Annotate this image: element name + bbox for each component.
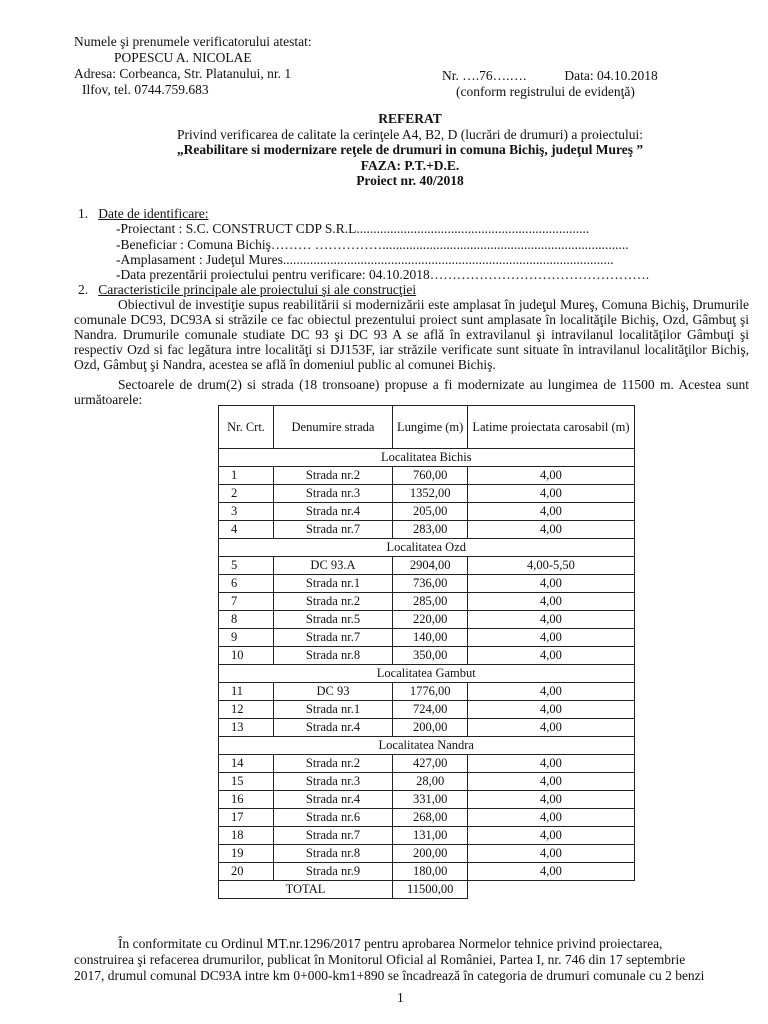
street-length: 200,00 bbox=[393, 845, 468, 863]
street-name: Strada nr.3 bbox=[274, 485, 393, 503]
footer-line: 2017, drumul comunal DC93A intre km 0+000-km1+890 se încadrează în categoria de drumuri comunale cu 2 benzi bbox=[74, 968, 705, 983]
table-header-row bbox=[219, 406, 635, 449]
title-block bbox=[60, 111, 760, 189]
table-row bbox=[219, 467, 635, 485]
locality-name: Localitatea Ozd bbox=[219, 539, 635, 557]
table-row bbox=[219, 719, 635, 737]
section-2-title: Caracteristicile principale ale proiectului şi ale construcţiei bbox=[98, 282, 417, 297]
street-length: 331,00 bbox=[393, 791, 468, 809]
locality-name: Localitatea Bichis bbox=[219, 449, 635, 467]
document-title: REFERAT bbox=[378, 111, 442, 126]
table-row bbox=[219, 575, 635, 593]
identification-item: -Data prezentării proiectului pentru verificare: 04.10.2018…………………………………………. bbox=[116, 267, 650, 282]
street-name: Strada nr.7 bbox=[274, 629, 393, 647]
footer-paragraph bbox=[74, 936, 749, 984]
street-width: 4,00 bbox=[468, 647, 634, 665]
project-phase: FAZA: P.T.+D.E. bbox=[360, 157, 460, 173]
locality-name: Localitatea Nandra bbox=[219, 737, 635, 755]
footer-line: construirea şi refacerea drumurilor, publicat în Monitorul Oficial al României, Partea I, nr. 746 din 17 septembrie bbox=[74, 952, 686, 967]
street-length: 220,00 bbox=[393, 611, 468, 629]
street-length: 1352,00 bbox=[393, 485, 468, 503]
row-number: 11 bbox=[219, 683, 274, 701]
street-name: Strada nr.7 bbox=[274, 521, 393, 539]
paragraph-text: Sectoarele de drum(2) si strada (18 tronsoane) propuse a fi modernizate au lungimea de 11500 m. Acestea sunt următoarele: bbox=[74, 377, 749, 407]
header-width: Latime proiectata carosabil (m) bbox=[468, 406, 634, 449]
table-row bbox=[219, 557, 635, 575]
table-row bbox=[219, 647, 635, 665]
header-nr: Nr. Crt. bbox=[219, 406, 274, 449]
table-row bbox=[219, 629, 635, 647]
paragraph-text: Obiectivul de investiţie supus reabilitării si modernizării este amplasat în judeţul Mureş, Comuna Bichiş, Drumurile comunale DC93, DC93A si străzile ce fac obiectul prezentului proiect sunt amplasate în localităţile Bichiş, Ozd, Gâmbuţ şi Nandra. Drumurile comunale studiate DC 93 şi DC 93 A se află în extravilanul şi intravilanul localităţilor Gâmbuţi şi respectiv Ozd si fac legătura intre localităţi si DJ153F, iar străzile verificate sunt situate în intravilanul localităţilor Bichiş, Ozd, Gâmbuţ şi Nandra, acestea se află în domeniul public al comunei Bichiş. bbox=[74, 297, 749, 372]
street-name: Strada nr.2 bbox=[274, 755, 393, 773]
street-width: 4,00 bbox=[468, 521, 634, 539]
table-group-row bbox=[219, 449, 635, 467]
identification-item: -Beneficiar : Comuna Bichiş……… ……………......................................................................... bbox=[116, 237, 629, 252]
table-row bbox=[219, 503, 635, 521]
row-number: 16 bbox=[219, 791, 274, 809]
street-name: Strada nr.1 bbox=[274, 701, 393, 719]
street-name: Strada nr.6 bbox=[274, 809, 393, 827]
table-row bbox=[219, 593, 635, 611]
row-number: 7 bbox=[219, 593, 274, 611]
row-number: 5 bbox=[219, 557, 274, 575]
street-length: 736,00 bbox=[393, 575, 468, 593]
street-length: 28,00 bbox=[393, 773, 468, 791]
total-value: 11500,00 bbox=[393, 881, 468, 899]
street-length: 200,00 bbox=[393, 719, 468, 737]
locality-name: Localitatea Gambut bbox=[219, 665, 635, 683]
row-number: 8 bbox=[219, 611, 274, 629]
street-length: 268,00 bbox=[393, 809, 468, 827]
street-length: 2904,00 bbox=[393, 557, 468, 575]
registry-block bbox=[442, 68, 658, 100]
street-name: Strada nr.9 bbox=[274, 863, 393, 881]
table-row bbox=[219, 791, 635, 809]
street-name: DC 93 bbox=[274, 683, 393, 701]
row-number: 20 bbox=[219, 863, 274, 881]
table-group-row bbox=[219, 665, 635, 683]
table-row bbox=[219, 521, 635, 539]
registry-date: Data: 04.10.2018 bbox=[564, 68, 658, 83]
table-row bbox=[219, 755, 635, 773]
street-name: Strada nr.1 bbox=[274, 575, 393, 593]
identification-item: -Amplasament : Judeţul Mures.................................................................................................. bbox=[116, 252, 614, 267]
street-name: Strada nr.8 bbox=[274, 647, 393, 665]
roads-table-body bbox=[219, 449, 635, 899]
project-name: „Reabilitare si modernizare reţele de drumuri in comuna Bichiş, judeţul Mureş ” bbox=[176, 142, 644, 157]
verifier-name: POPESCU A. NICOLAE bbox=[114, 50, 252, 65]
street-width: 4,00 bbox=[468, 683, 634, 701]
row-number: 3 bbox=[219, 503, 274, 521]
street-width: 4,00 bbox=[468, 755, 634, 773]
street-width: 4,00 bbox=[468, 863, 634, 881]
street-width: 4,00 bbox=[468, 845, 634, 863]
street-width: 4,00 bbox=[468, 575, 634, 593]
row-number: 9 bbox=[219, 629, 274, 647]
street-width: 4,00 bbox=[468, 629, 634, 647]
section-2-paragraph-1 bbox=[74, 297, 749, 372]
street-name: Strada nr.5 bbox=[274, 611, 393, 629]
table-row bbox=[219, 863, 635, 881]
section-1-heading bbox=[78, 206, 208, 222]
street-width: 4,00 bbox=[468, 827, 634, 845]
row-number: 2 bbox=[219, 485, 274, 503]
street-length: 1776,00 bbox=[393, 683, 468, 701]
street-width: 4,00 bbox=[468, 701, 634, 719]
street-length: 350,00 bbox=[393, 647, 468, 665]
street-width: 4,00 bbox=[468, 485, 634, 503]
row-number: 12 bbox=[219, 701, 274, 719]
registry-number: Nr. ….76….…. bbox=[442, 68, 527, 83]
street-length: 131,00 bbox=[393, 827, 468, 845]
table-row bbox=[219, 773, 635, 791]
street-name: Strada nr.2 bbox=[274, 593, 393, 611]
street-length: 285,00 bbox=[393, 593, 468, 611]
table-row bbox=[219, 611, 635, 629]
row-number: 19 bbox=[219, 845, 274, 863]
section-1-title: Date de identificare: bbox=[98, 206, 209, 221]
street-width: 4,00 bbox=[468, 503, 634, 521]
row-number: 1 bbox=[219, 467, 274, 485]
roads-table bbox=[218, 405, 635, 899]
street-width: 4,00 bbox=[468, 773, 634, 791]
header-length: Lungime (m) bbox=[393, 406, 468, 449]
street-width: 4,00-5,50 bbox=[468, 557, 634, 575]
street-length: 283,00 bbox=[393, 521, 468, 539]
registry-note: (conform registrului de evidenţă) bbox=[456, 84, 635, 99]
street-name: Strada nr.2 bbox=[274, 467, 393, 485]
table-row bbox=[219, 701, 635, 719]
street-name: Strada nr.8 bbox=[274, 845, 393, 863]
street-length: 205,00 bbox=[393, 503, 468, 521]
table-row bbox=[219, 485, 635, 503]
title-line-1: Privind verificarea de calitate la cerinţele A4, B2, D (lucrări de drumuri) a proiectului: bbox=[177, 126, 643, 142]
street-name: DC 93.A bbox=[274, 557, 393, 575]
row-number: 6 bbox=[219, 575, 274, 593]
section-2-heading bbox=[78, 282, 416, 298]
row-number: 18 bbox=[219, 827, 274, 845]
street-length: 180,00 bbox=[393, 863, 468, 881]
street-length: 140,00 bbox=[393, 629, 468, 647]
total-label: TOTAL bbox=[219, 881, 393, 899]
row-number: 15 bbox=[219, 773, 274, 791]
street-width: 4,00 bbox=[468, 611, 634, 629]
row-number: 14 bbox=[219, 755, 274, 773]
header-name: Denumire strada bbox=[274, 406, 393, 449]
footer-line: În conformitate cu Ordinul MT.nr.1296/2017 pentru aprobarea Normelor tehnice privind proiectarea, bbox=[118, 936, 663, 951]
street-name: Strada nr.7 bbox=[274, 827, 393, 845]
table-row bbox=[219, 845, 635, 863]
section-2-paragraph-2 bbox=[74, 377, 749, 407]
street-width: 4,00 bbox=[468, 719, 634, 737]
street-width: 4,00 bbox=[468, 791, 634, 809]
street-length: 724,00 bbox=[393, 701, 468, 719]
table-row bbox=[219, 827, 635, 845]
row-number: 4 bbox=[219, 521, 274, 539]
table-group-row bbox=[219, 539, 635, 557]
page-number: 1 bbox=[397, 990, 404, 1005]
section-1-number: 1. bbox=[78, 206, 89, 221]
table-group-row bbox=[219, 737, 635, 755]
row-number: 10 bbox=[219, 647, 274, 665]
table-row bbox=[219, 683, 635, 701]
verifier-block bbox=[74, 34, 312, 98]
table-row bbox=[219, 809, 635, 827]
street-name: Strada nr.4 bbox=[274, 791, 393, 809]
street-name: Strada nr.4 bbox=[274, 719, 393, 737]
project-number: Proiect nr. 40/2018 bbox=[356, 173, 464, 188]
verifier-label: Numele şi prenumele verificatorului atestat: bbox=[74, 34, 312, 49]
table-total-row bbox=[219, 881, 635, 899]
verifier-address: Adresa: Corbeanca, Str. Platanului, nr. 1 bbox=[74, 66, 292, 81]
section-2-number: 2. bbox=[78, 282, 89, 297]
street-name: Strada nr.3 bbox=[274, 773, 393, 791]
street-name: Strada nr.4 bbox=[274, 503, 393, 521]
street-width: 4,00 bbox=[468, 809, 634, 827]
street-length: 427,00 bbox=[393, 755, 468, 773]
street-width: 4,00 bbox=[468, 593, 634, 611]
identification-item: -Proiectant : S.C. CONSTRUCT CDP S.R.L..................................................................... bbox=[116, 221, 590, 236]
verifier-phone: Ilfov, tel. 0744.759.683 bbox=[82, 82, 209, 97]
row-number: 13 bbox=[219, 719, 274, 737]
street-width: 4,00 bbox=[468, 467, 634, 485]
row-number: 17 bbox=[219, 809, 274, 827]
street-length: 760,00 bbox=[393, 467, 468, 485]
